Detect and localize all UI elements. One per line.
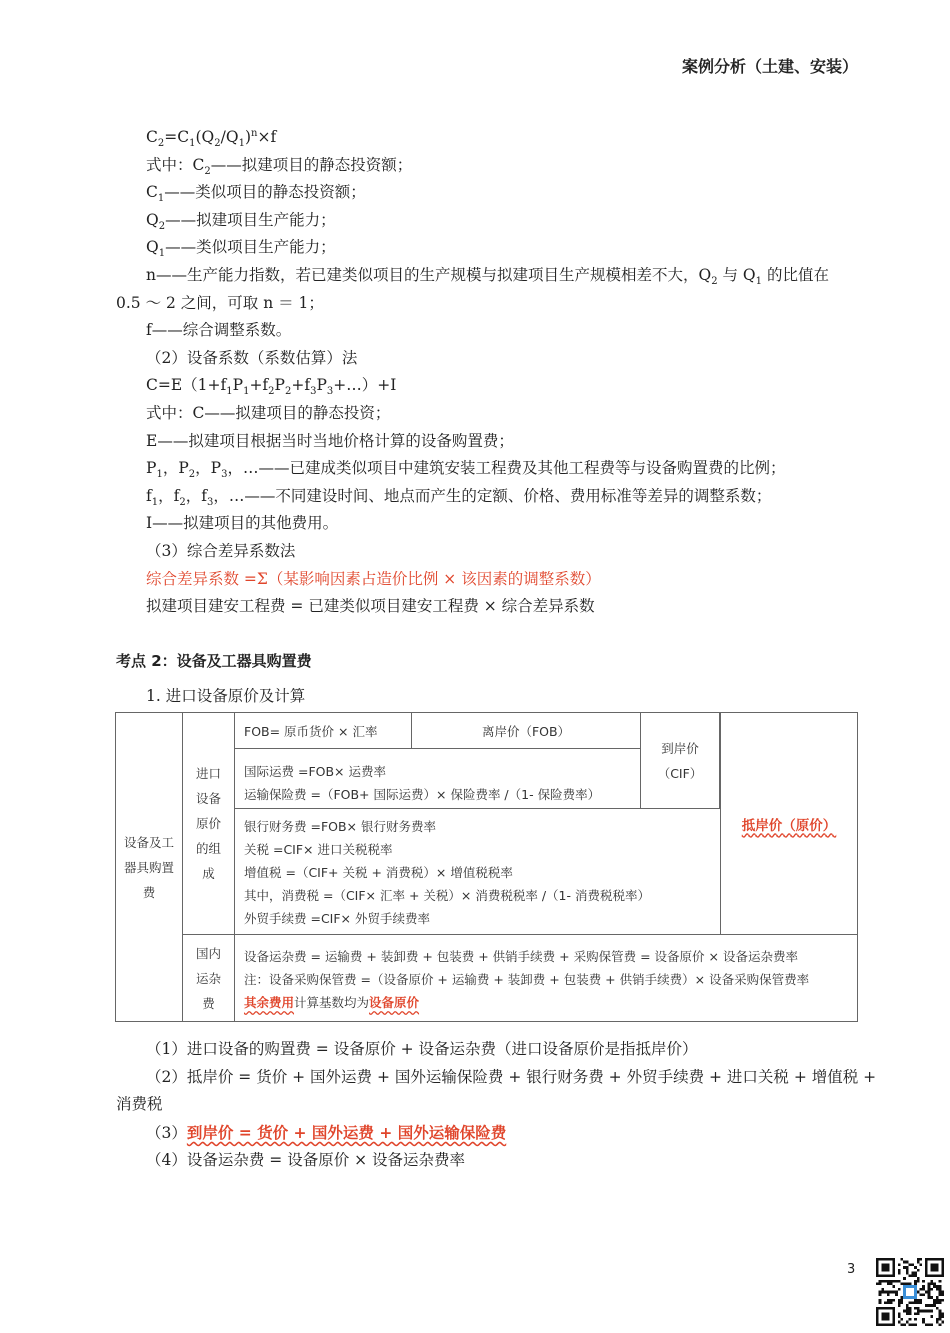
- domestic-note: [244, 991, 855, 1014]
- subscript: 1: [151, 496, 159, 508]
- text-run: （3）: [146, 1123, 187, 1142]
- text-run: 综合差异系数 =Σ（某影响因素占造价比例 × 该因素的调整系数）: [146, 569, 601, 588]
- text-line: [116, 455, 860, 483]
- subscript: 2: [179, 496, 186, 508]
- table-cell-domestic-detail: [235, 935, 855, 1021]
- section-title: 考点 2：设备及工器具购置费: [116, 652, 312, 670]
- fob-label: 离岸价（FOB）: [481, 723, 571, 739]
- text-run: C: [146, 128, 158, 146]
- table-cell-landed-price: [720, 713, 857, 935]
- cost-table: [115, 712, 858, 1022]
- text-line: [116, 400, 860, 428]
- import-label: 进口设备原价的组成: [195, 766, 221, 881]
- text-run: （4）设备运杂费 = 设备原价 × 设备运杂费率: [146, 1151, 466, 1170]
- text-line: [116, 207, 860, 235]
- subscript: 3: [207, 496, 214, 508]
- text-run: /Q: [220, 128, 239, 146]
- subscript: 2: [214, 138, 221, 150]
- text-line: [116, 1036, 860, 1064]
- subscript: 1: [156, 469, 163, 481]
- text-run: =C: [164, 128, 190, 146]
- text-line: [116, 566, 860, 594]
- table-cell-category: [116, 713, 183, 1021]
- text-run: ，P: [162, 459, 189, 478]
- text-run: E——拟建项目根据当时当地价格计算的设备购置费；: [146, 431, 514, 450]
- tax-line: 外贸手续费 =CIF× 外贸手续费率: [244, 911, 430, 926]
- superscript: n: [251, 127, 258, 139]
- text-run: ，…——已建成类似项目中建筑安装工程费及其他工程费等与设备购置费的比例；: [227, 459, 786, 478]
- freight-line: 国际运费 =FOB× 运费率: [244, 764, 386, 779]
- note-highlight: 其余费用: [244, 995, 295, 1010]
- subscript: 2: [157, 138, 165, 150]
- table-cell-tax: [235, 809, 720, 935]
- page-number: 3: [847, 1262, 856, 1277]
- subscript: 3: [221, 469, 228, 481]
- domestic-label: 国内运杂费: [195, 945, 221, 1011]
- subscript: 1: [243, 386, 250, 398]
- text-run: ，f: [158, 486, 180, 505]
- subscript: 1: [189, 138, 196, 150]
- text-run: +…）+I: [333, 376, 397, 395]
- text-line: [116, 372, 860, 400]
- table-cell-fob-label: [412, 713, 641, 749]
- subscript: 1: [157, 193, 165, 205]
- text-run: 0.5 ～ 2 之间，可取 n ＝ 1；: [116, 293, 324, 312]
- text-run: P: [316, 376, 327, 395]
- bottom-text: [116, 1036, 877, 1175]
- tax-line: 关税 =CIF× 进口关税税率: [244, 842, 393, 857]
- page-header-title: 案例分析（土建、安装）: [681, 57, 858, 76]
- text-run: 到岸价 = 货价 + 国外运费 + 国外运输保险费: [186, 1122, 507, 1142]
- qr-code-icon: [876, 1258, 944, 1326]
- text-run: C: [146, 183, 158, 202]
- table-caption: 1. 进口设备原价及计算: [146, 687, 306, 705]
- text-run: P: [146, 459, 157, 478]
- text-run: 式中：C——拟建项目的静态投资；: [146, 403, 391, 422]
- text-line: [116, 179, 860, 207]
- subscript: 1: [238, 138, 245, 150]
- subscript: 2: [158, 220, 166, 232]
- text-line: [116, 1119, 860, 1148]
- subscript: 2: [268, 386, 275, 398]
- text-line: [116, 345, 860, 373]
- subscript: 1: [158, 248, 166, 260]
- fob-formula: FOB= 原币货价 × 汇率: [244, 723, 378, 739]
- text-line: [116, 234, 860, 262]
- subscript: 2: [188, 469, 196, 481]
- table-cell-import: [183, 713, 235, 935]
- text-run: ×f: [257, 128, 277, 146]
- text-run: +f: [291, 376, 311, 395]
- text-line: [116, 538, 860, 566]
- text-line: [116, 1064, 877, 1092]
- text-line: [116, 262, 860, 290]
- text-line: [116, 593, 860, 621]
- text-run: 的比值在: [762, 265, 829, 284]
- text-run: ，…——不同建设时间、地点而产生的定额、价格、费用标准等差异的调整系数；: [213, 486, 772, 505]
- text-run: ——拟建项目生产能力；: [165, 210, 336, 229]
- tax-line: 银行财务费 =FOB× 银行财务费率: [244, 819, 436, 834]
- text-line: [116, 290, 860, 318]
- text-run: ——类似项目生产能力；: [165, 238, 336, 257]
- text-run: ——类似项目的静态投资额；: [164, 183, 366, 202]
- text-line: [116, 428, 860, 456]
- note-text: 计算基数均为: [294, 995, 370, 1010]
- text-line: [116, 317, 860, 345]
- text-run: （1）进口设备的购置费 = 设备原价 + 设备运杂费（进口设备原价是指抵岸价）: [146, 1040, 698, 1058]
- text-line: [116, 124, 860, 152]
- subscript: 1: [226, 386, 233, 398]
- tax-line: 增值税 =（CIF+ 关税 + 消费税）× 增值税税率: [244, 865, 513, 880]
- text-run: (Q: [195, 128, 215, 146]
- text-run: 消费税: [116, 1095, 163, 1114]
- text-run: ，f: [185, 486, 207, 505]
- text-run: （2）抵岸价 = 货价 + 国外运费 + 国外运输保险费 + 银行财务费 + 外贸手续费 + 进口关税 + 增值税 +: [146, 1067, 877, 1086]
- subscript: 3: [310, 386, 317, 398]
- text-run: n——生产能力指数，若已建类似项目的生产规模与拟建项目生产规模相差不大，Q: [146, 265, 712, 284]
- text-run: Q: [146, 238, 159, 257]
- text-run: f: [146, 486, 152, 505]
- subscript: 1: [755, 276, 763, 288]
- subscript: 2: [284, 386, 292, 398]
- text-run: P: [232, 376, 244, 395]
- note-highlight: 设备原价: [369, 995, 420, 1010]
- category-label: 设备及工器具购置费: [123, 834, 174, 900]
- domestic-line: 注：设备采购保管费 =（设备原价 + 运输费 + 装卸费 + 包装费 + 供销手续费）× 设备采购保管费率: [244, 972, 810, 987]
- text-line: [116, 152, 860, 180]
- intro-text: [116, 124, 860, 621]
- text-run: C=E（1+f: [146, 376, 227, 395]
- text-line: [116, 1091, 860, 1119]
- tax-line: 其中，消费税 =（CIF× 汇率 + 关税）× 消费税税率 /（1- 消费税税率）: [244, 888, 650, 903]
- text-run: 与 Q: [717, 265, 756, 284]
- text-line: [116, 483, 860, 511]
- text-run: P: [274, 376, 285, 395]
- subscript: 2: [711, 276, 718, 288]
- freight-line: 运输保险费 =（FOB+ 国际运费）× 保险费率 /（1- 保险费率）: [244, 787, 601, 802]
- table-cell-freight: [235, 749, 641, 809]
- text-run: （2）设备系数（系数估算）法: [146, 348, 358, 367]
- landed-price-label: 抵岸价（原价）: [741, 817, 837, 834]
- table-cell-cif: [641, 713, 720, 809]
- table-cell-domestic-label: [183, 935, 235, 1021]
- text-run: +f: [249, 376, 269, 395]
- text-run: 拟建项目建安工程费 = 已建类似项目建安工程费 × 综合差异系数: [146, 597, 595, 616]
- text-run: Q: [146, 210, 159, 229]
- subscript: 3: [326, 386, 334, 398]
- text-run: ——拟建项目的静态投资额；: [210, 155, 413, 174]
- subscript: 2: [204, 165, 211, 177]
- text-line: [116, 1147, 860, 1175]
- text-run: （3）综合差异系数法: [146, 541, 296, 560]
- text-run: I——拟建项目的其他费用。: [146, 514, 339, 533]
- text-run: ): [244, 128, 251, 146]
- cif-label: 到岸价（CIF）: [657, 740, 703, 781]
- text-run: f——综合调整系数。: [146, 321, 292, 340]
- domestic-line: 设备运杂费 = 运输费 + 装卸费 + 包装费 + 供销手续费 + 采购保管费 = 设备原价 × 设备运杂费率: [244, 949, 798, 964]
- text-run: ，P: [195, 459, 222, 478]
- text-run: 式中：C: [146, 155, 205, 174]
- text-line: [116, 510, 860, 538]
- table-cell-fob-formula: [235, 713, 412, 749]
